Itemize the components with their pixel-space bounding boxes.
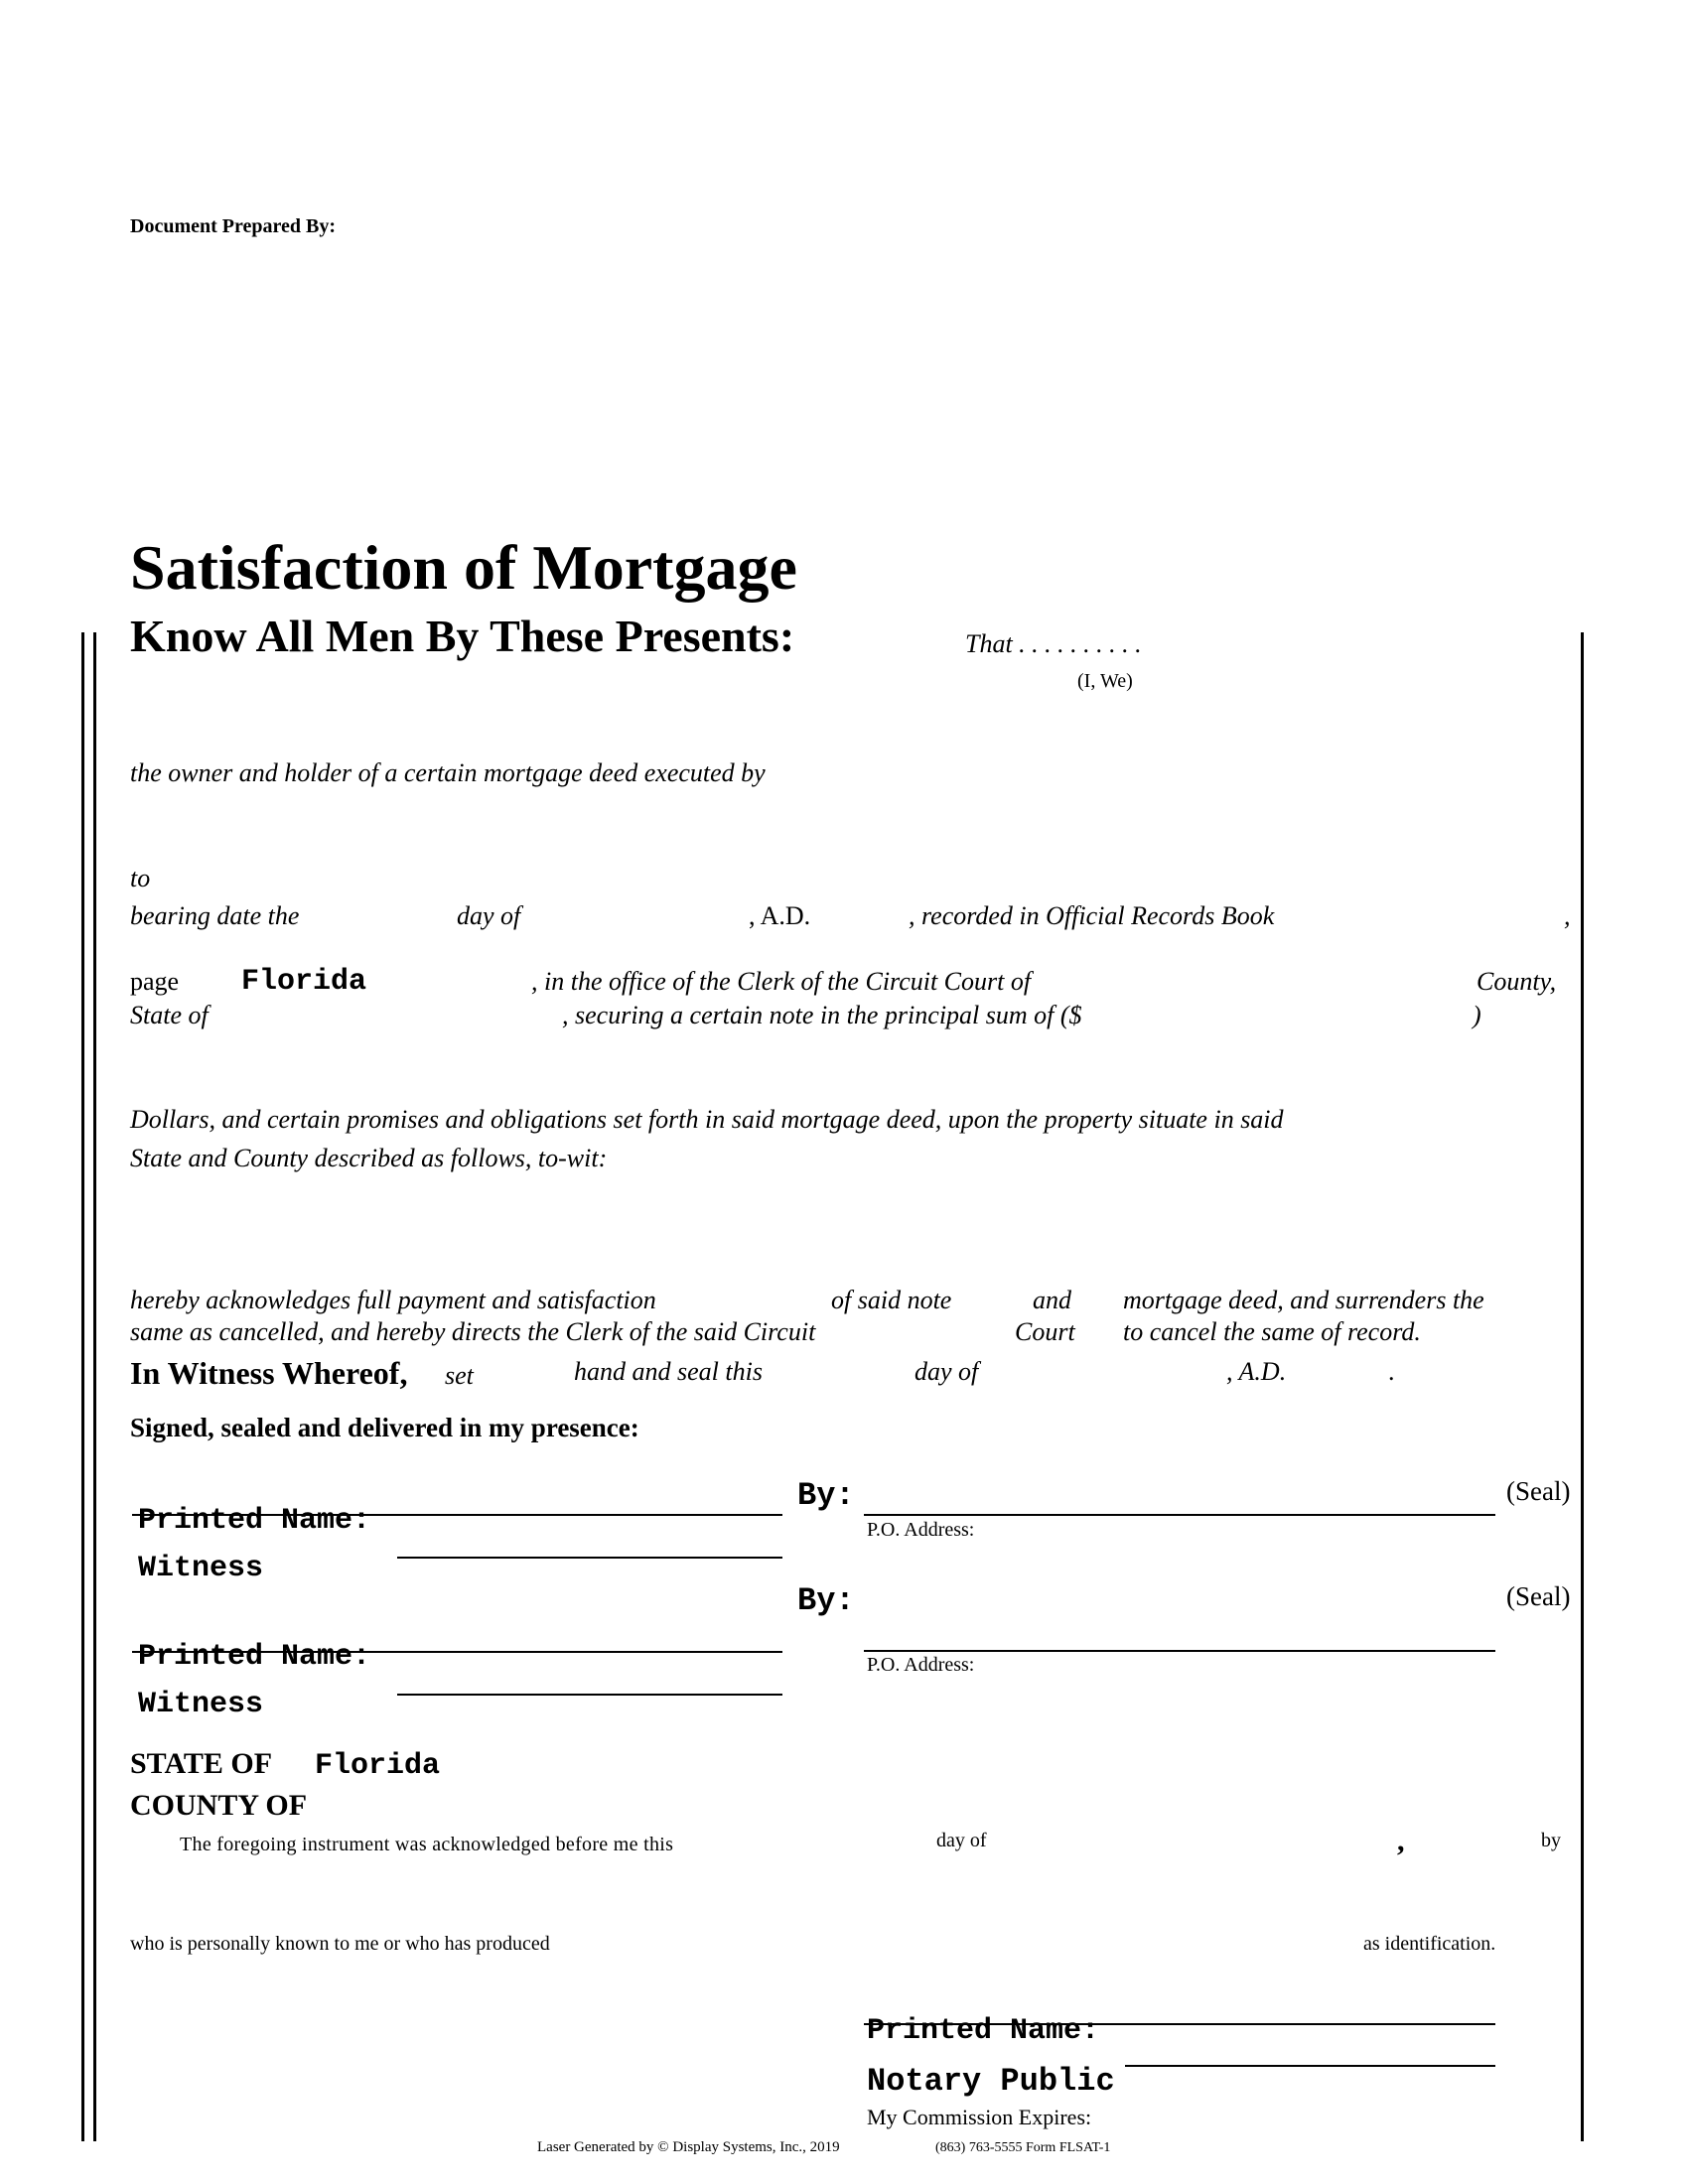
po-address-label-1: P.O. Address: [867,1519,975,1541]
notary-day-of-label: day of [936,1830,987,1851]
to-label: to [130,864,151,892]
day-of-label: day of [457,901,521,930]
footer-form-number: (863) 763-5555 Form FLSAT-1 [935,2140,1111,2155]
ack-part-2: of said note [831,1286,952,1314]
seal-label-1: (Seal) [1506,1476,1571,1506]
cancel-part-3: to cancel the same of record. [1123,1317,1421,1346]
seal-label-2: (Seal) [1506,1581,1571,1611]
grantor-signature-line-2[interactable] [864,1622,1495,1652]
state-of-value[interactable]: Florida [315,1749,441,1783]
foregoing-label: The foregoing instrument was acknowledged before me this [180,1834,674,1855]
witness-label-2: Witness [138,1688,264,1721]
recorded-label: , recorded in Official Records Book [909,901,1275,930]
ad-label: , A.D. [749,901,811,930]
witness-day-of-label: day of [914,1357,979,1386]
by-label-1: By: [797,1477,855,1514]
left-margin-rule-outer [81,632,84,2141]
grantor-signature-line-1[interactable] [864,1486,1495,1516]
notary-by-label: by [1541,1830,1561,1851]
hand-seal-label: hand and seal this [574,1357,763,1386]
witness-period: . [1388,1357,1395,1386]
securing-label: , securing a certain note in the principal sum of ($ [562,1001,1082,1029]
state-of-heading: STATE OF [130,1747,273,1780]
bearing-date-label: bearing date the [130,901,300,930]
ack-part-4: mortgage deed, and surrenders the [1123,1286,1484,1314]
signed-sealed-label: Signed, sealed and delivered in my presence: [130,1413,639,1442]
document-subtitle: Know All Men By These Presents: [130,611,795,661]
comma-label: , [1564,901,1571,930]
commission-label: My Commission Expires: [867,2105,1092,2129]
office-label: , in the office of the Clerk of the Circuit Court of [531,967,1032,996]
ack-part-1: hereby acknowledges full payment and satisfaction [130,1286,656,1314]
identification-label: as identification. [1363,1933,1496,1955]
document-title: Satisfaction of Mortgage [130,532,797,603]
witness-printed-name-label-1: Printed Name: [138,1504,371,1538]
witness-set-label: set [445,1361,474,1390]
i-we-label: (I, We) [1077,670,1133,692]
ack-part-3: and [1033,1286,1071,1314]
witness-label-1: Witness [138,1552,264,1585]
left-margin-rule-inner [93,632,96,2141]
notary-comma: , [1397,1825,1405,1857]
county-of-heading: COUNTY OF [130,1789,308,1822]
known-label: who is personally known to me or who has produced [130,1933,550,1955]
right-margin-rule [1581,632,1584,2141]
by-label-2: By: [797,1582,855,1619]
cancel-part-2: Court [1015,1317,1075,1346]
witness-ad-label: , A.D. [1226,1357,1287,1386]
prepared-by-label: Document Prepared By: [130,215,337,237]
cancel-part-1: same as cancelled, and hereby directs the Clerk of the said Circuit [130,1317,816,1346]
witness-printed-name-label-2: Printed Name: [138,1640,371,1674]
county-label: County, [1477,967,1557,996]
notary-public-label: Notary Public [867,2063,1115,2100]
state-of-label: State of [130,1001,209,1029]
dollars-line-2: State and County described as follows, to-wit: [130,1144,608,1172]
page-label: page [130,967,180,996]
page-value[interactable]: Florida [241,965,367,999]
witness-heading: In Witness Whereof, [130,1355,408,1391]
witness-printed-name-field-1[interactable] [397,1529,782,1559]
dollars-line-1: Dollars, and certain promises and obligations set forth in said mortgage deed, upon the property situate in said [130,1105,1284,1134]
notary-printed-name-field[interactable] [1125,2037,1495,2067]
po-address-label-2: P.O. Address: [867,1654,975,1676]
that-label: That . . . . . . . . . . [965,629,1142,658]
owner-line: the owner and holder of a certain mortgage deed executed by [130,758,766,787]
footer-laser-generated: Laser Generated by © Display Systems, Inc., 2019 [537,2139,840,2155]
notary-printed-name-label: Printed Name: [867,2014,1100,2048]
witness-printed-name-field-2[interactable] [397,1666,782,1696]
close-paren-label: ) [1473,1001,1481,1029]
